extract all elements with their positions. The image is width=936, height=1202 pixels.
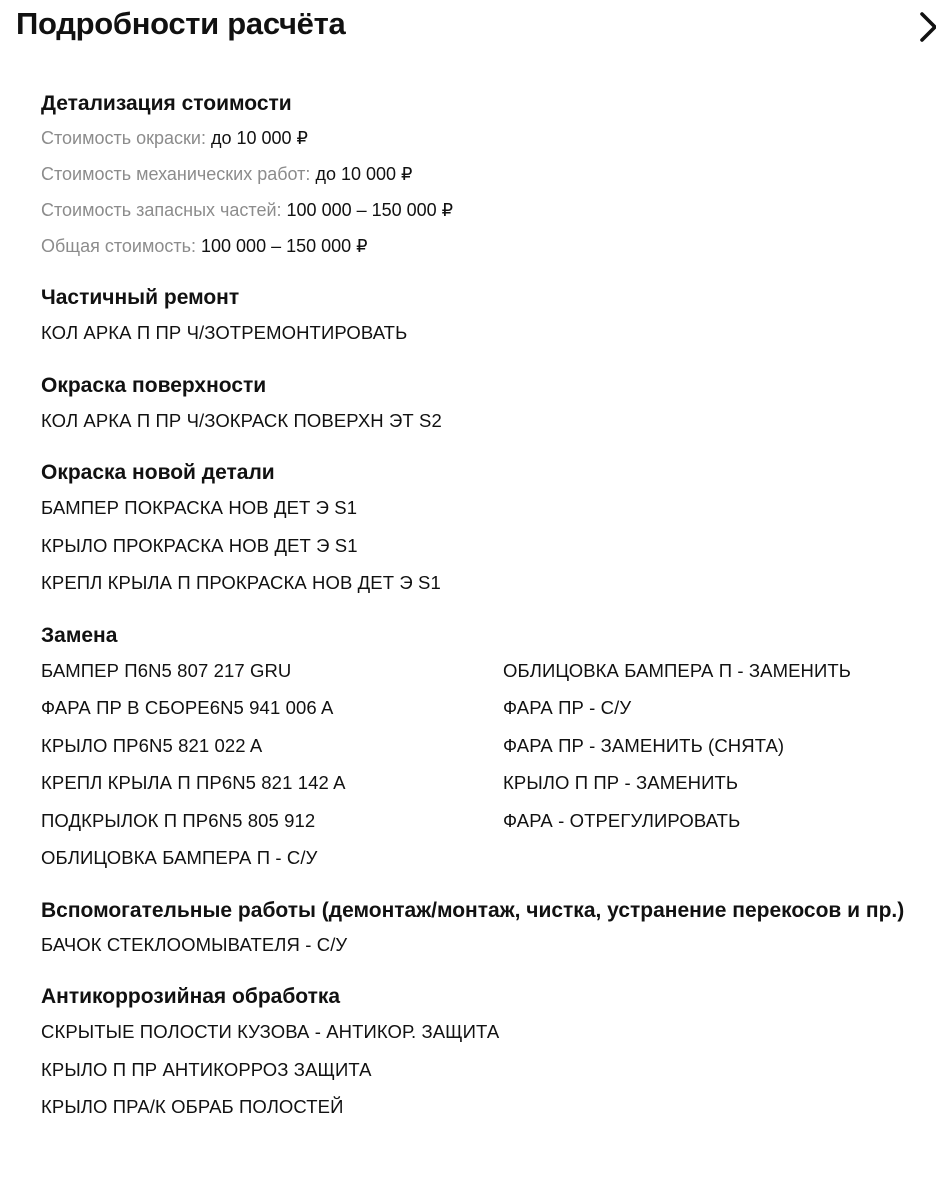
list-item: ПОДКРЫЛОК П ПР6N5 805 912 bbox=[41, 809, 316, 831]
list-item: КРЕПЛ КРЫЛА П ПРОКРАСКА НОВ ДЕТ Э S1 bbox=[41, 572, 441, 593]
auxiliary-works-title: Вспомогательные работы (демонтаж/монтаж, чистка, устранение перекосов и пр.) bbox=[41, 898, 905, 922]
list-item: СКРЫТЫЕ ПОЛОСТИ КУЗОВА - АНТИКОР. ЗАЩИТА bbox=[41, 1021, 500, 1042]
cost-value: до 10 000 ₽ bbox=[210, 128, 308, 148]
list-item: КРЫЛО ПРА/К ОБРАБ ПОЛОСТЕЙ bbox=[41, 1096, 344, 1117]
page-header bbox=[0, 0, 936, 56]
list-item: ОБЛИЦОВКА БАМПЕРА П - ЗАМЕНИТЬ bbox=[503, 659, 852, 681]
list-item: БАМПЕР ПОКРАСКА НОВ ДЕТ Э S1 bbox=[41, 497, 358, 518]
cost-label: Стоимость механических работ: bbox=[41, 164, 311, 184]
surface-paint-section bbox=[41, 372, 936, 440]
list-item: БАЧОК СТЕКЛООМЫВАТЕЛЯ - С/У bbox=[41, 933, 348, 955]
new-part-paint-section bbox=[41, 459, 936, 602]
cost-value: до 10 000 ₽ bbox=[315, 164, 413, 184]
list-item: ФАРА ПР В СБОРЕ6N5 941 006 A bbox=[41, 697, 334, 718]
list-item: ФАРА - ОТРЕГУЛИРОВАТЬ bbox=[503, 809, 741, 831]
list-item: КОЛ АРКА П ПР Ч/ЗОТРЕМОНТИРОВАТЬ bbox=[41, 322, 408, 343]
list-item: КРЕПЛ КРЫЛА П ПР6N5 821 142 A bbox=[41, 772, 346, 793]
page-title: Подробности расчёта bbox=[16, 6, 346, 41]
list-item: КРЫЛО П ПР - ЗАМЕНИТЬ bbox=[503, 772, 739, 793]
list-item: ОБЛИЦОВКА БАМПЕРА П - С/У bbox=[41, 847, 318, 868]
new-part-paint-title: Окраска новой детали bbox=[41, 461, 275, 484]
list-item: КОЛ АРКА П ПР Ч/ЗОКРАСК ПОВЕРХН ЭТ S2 bbox=[41, 409, 442, 431]
list-item: ФАРА ПР - ЗАМЕНИТЬ (СНЯТА) bbox=[503, 734, 785, 756]
list-item: КРЫЛО ПР6N5 821 022 A bbox=[41, 734, 263, 756]
details-content bbox=[41, 90, 936, 1146]
anticorrosion-section bbox=[41, 983, 936, 1126]
partial-repair-section bbox=[41, 284, 936, 352]
chevron-right-icon[interactable] bbox=[916, 10, 936, 44]
cost-row-parts bbox=[41, 192, 936, 228]
replacement-left-column bbox=[41, 652, 503, 877]
surface-paint-title: Окраска поверхности bbox=[41, 373, 267, 397]
cost-label: Стоимость запасных частей: bbox=[41, 200, 282, 220]
anticorrosion-title: Антикоррозийная обработка bbox=[41, 985, 341, 1008]
list-item: ФАРА ПР - С/У bbox=[503, 697, 632, 718]
replacement-section bbox=[41, 622, 936, 877]
cost-row-paint bbox=[41, 120, 936, 156]
cost-breakdown-title: Детализация стоимости bbox=[41, 92, 292, 115]
partial-repair-title: Частичный ремонт bbox=[41, 286, 240, 309]
cost-breakdown-section bbox=[41, 90, 936, 264]
list-item: КРЫЛО П ПР АНТИКОРРОЗ ЗАЩИТА bbox=[41, 1058, 372, 1080]
list-item: КРЫЛО ПРОКРАСКА НОВ ДЕТ Э S1 bbox=[41, 534, 358, 556]
replacement-right-column bbox=[503, 652, 933, 877]
replacement-title: Замена bbox=[41, 623, 118, 647]
auxiliary-works-section bbox=[41, 897, 936, 964]
cost-value: 100 000 – 150 000 ₽ bbox=[286, 200, 454, 220]
cost-label: Общая стоимость: bbox=[41, 236, 196, 256]
cost-value: 100 000 – 150 000 ₽ bbox=[201, 236, 368, 256]
cost-row-total bbox=[41, 228, 936, 264]
list-item: БАМПЕР П6N5 807 217 GRU bbox=[41, 659, 292, 681]
cost-row-mechanical bbox=[41, 156, 936, 192]
cost-label: Стоимость окраски: bbox=[41, 128, 206, 148]
